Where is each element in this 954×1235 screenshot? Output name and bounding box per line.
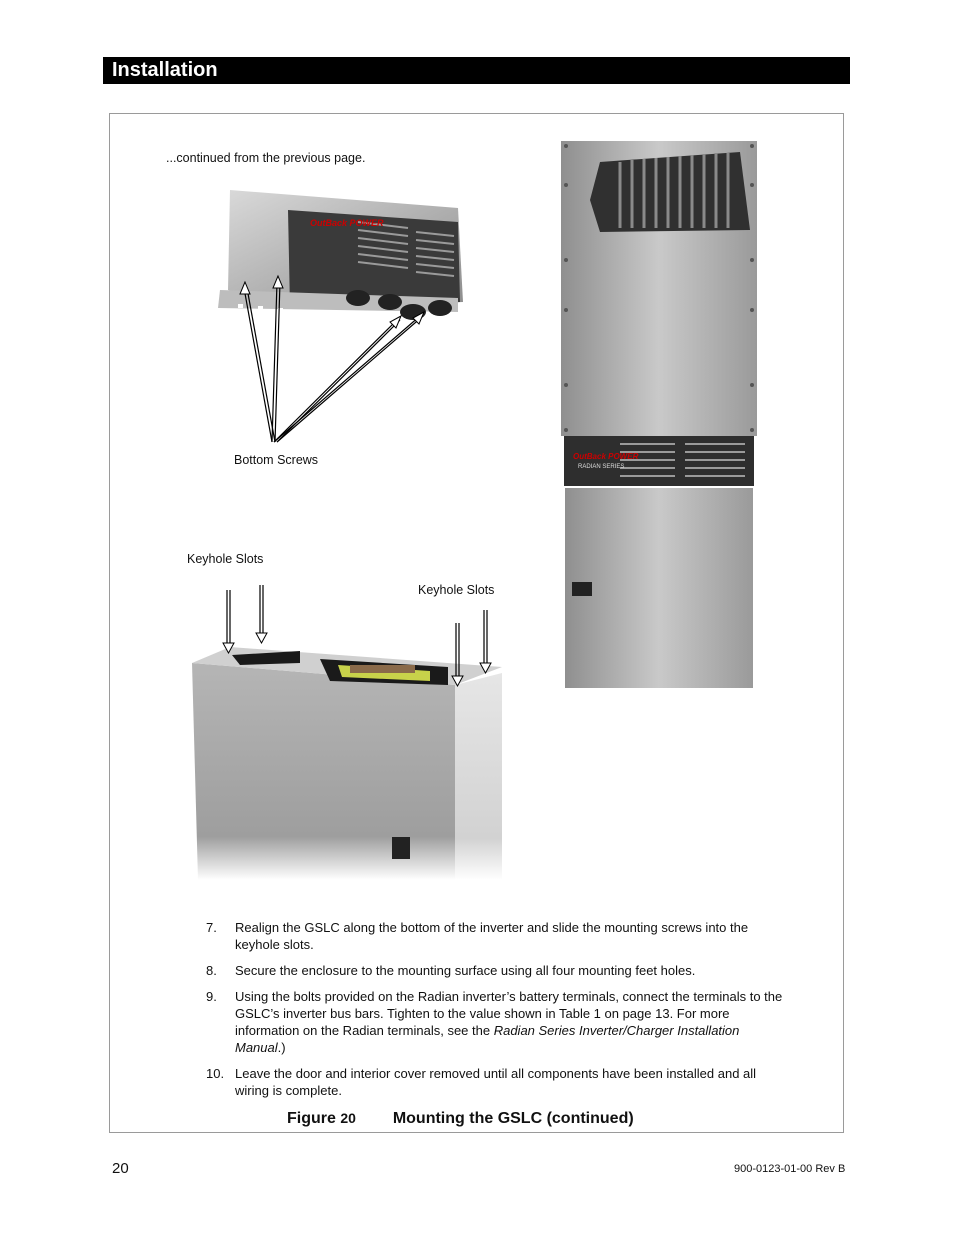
brand-logo-large: OutBack POWER (573, 452, 639, 461)
page-number: 20 (112, 1160, 129, 1177)
radian-inverter-photo (560, 140, 760, 692)
bottom-screws-label: Bottom Screws (234, 453, 319, 467)
section-title: Installation (112, 59, 218, 81)
instruction-steps (206, 919, 786, 1108)
document-id: 900-0123-01-00 Rev B (734, 1163, 846, 1175)
figure-caption: Figure 20 Mounting the GSLC (continued) (287, 1110, 634, 1127)
step-item: 7. Realign the GSLC along the bottom of the inverter and slide the mounting screws into the keyhole slots. (206, 920, 749, 952)
step-item: 8. Secure the enclosure to the mounting surface using all four mounting feet holes. (206, 963, 696, 978)
step-item: 10. Leave the door and interior cover removed until all components have been installed and all wiring is complete. (206, 1066, 757, 1098)
keyhole-slots-label-right: Keyhole Slots (418, 583, 495, 597)
step-item: 9. Using the bolts provided on the Radian inverter’s battery terminals, connect the terminals to the GSLC’s inverter bus bars. Tighten to the value shown in Table 1 on page 13. For more information on the Radian terminals, see the Radian Series Inverter/Charger Installation Manual.) (206, 989, 783, 1055)
keyhole-slots-label-left: Keyhole Slots (187, 552, 264, 566)
continued-note: ...continued from the previous page. (166, 151, 366, 165)
brand-series: RADIAN SERIES (578, 464, 625, 470)
gslc-enclosure-photo (190, 585, 505, 880)
section-header (103, 57, 850, 84)
brand-logo-small: OutBack POWER (310, 218, 384, 228)
bottom-screws-arrows (220, 270, 440, 450)
